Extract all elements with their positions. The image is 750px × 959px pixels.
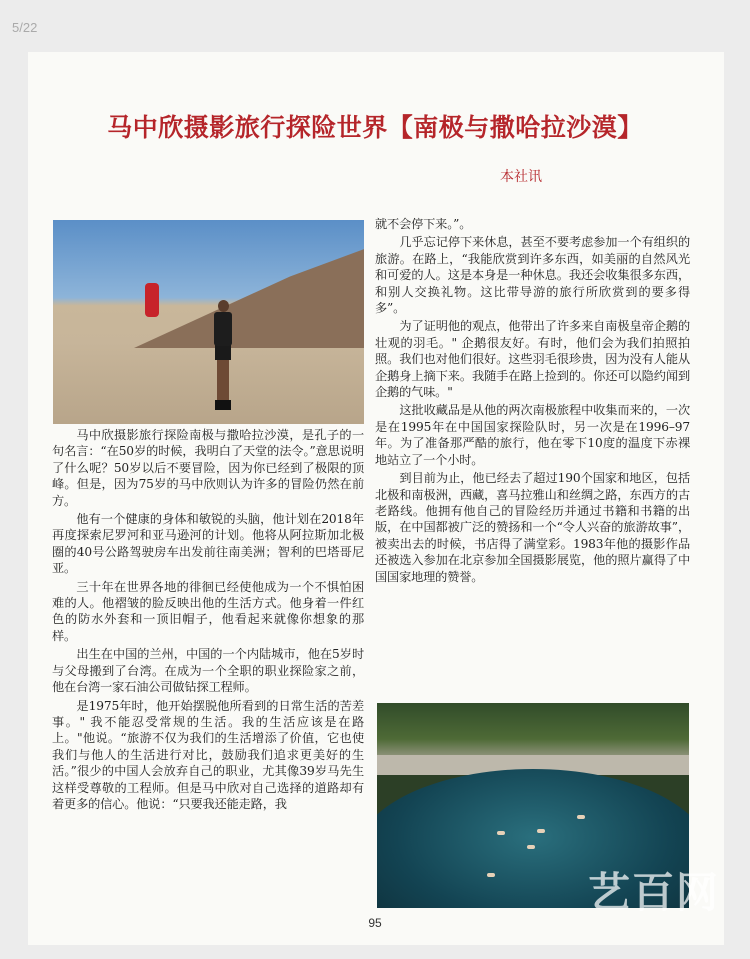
site-watermark: 艺百网 [588, 868, 721, 917]
article-title: 马中欣摄影旅行探险世界【南极与撒哈拉沙漠】 [107, 113, 643, 142]
paragraph: 三十年在世界各地的徘徊已经使他成为一个不惧怕困难的人。他褶皱的脸反映出他的生活方式。他身着一件红色的防水外套和一顶旧帽子，他看起来就像你想象的那样。 [52, 579, 364, 643]
paragraph: 就不会停下来。”。 [375, 217, 472, 231]
paragraph: 出生在中国的兰州，中国的一个内陆城市，他在5岁时与父母搬到了台湾。在成为一个全职的职业探险家之前，他在台湾一家石油公司做钻探工程师。 [52, 647, 364, 695]
left-column [52, 427, 364, 814]
swimmer [527, 845, 535, 849]
right-column [375, 216, 690, 587]
paragraph: 几乎忘记停下来休息，甚至不要考虑参加一个有组织的旅游。在路上，“我能欣赏到许多东西，如美丽的自然风光和可爱的人。这是本身是一种休息。我还会收集很多东西，和别人交换礼物。这比带导游的旅行所欣赏到的要多得多”。 [375, 235, 690, 316]
photographer-figure [211, 300, 235, 412]
mountain-shape [134, 238, 364, 348]
paragraph: 这批收藏品是从他的两次南极旅程中收集而来的，一次是在1995年在中国国家探险队时，另一次是在1996–97年。为了准备那严酷的旅行，他在零下10度的温度下赤裸地站立了一个小时。 [375, 403, 690, 467]
palm-trees [377, 703, 689, 763]
paragraph: 为了证明他的观点，他带出了许多来自南极皇帝企鹅的壮观的羽毛。" 企鹅很友好。有时，他们会为我们拍照拍照。我们也对他们很好。这些羽毛很珍贵，因为没有人能从企鹅身上摘下来。我随手在路上捡到的。你还可以隐约闻到企鹅的气味。" [375, 319, 690, 400]
swimmer [497, 831, 505, 835]
swimmer [577, 815, 585, 819]
paragraph: 马中欣摄影旅行探险南极与撒哈拉沙漠，是孔子的一句名言：“在50岁的时候，我明白了天堂的法令。”意思说明了什么呢？50岁以后不要冒险，因为你已经到了极限的顶峰。但是，因为75岁的马中欣则认为许多的冒险仍然在前方。 [52, 428, 364, 508]
page-number: 95 [368, 916, 382, 930]
paragraph: 到目前为止，他已经去了超过190个国家和地区，包括北极和南极洲，西藏，喜马拉雅山和丝绸之路，东西方的古老路线。他拥有他自己的冒险经历并通过书籍和书籍的出版，在中国都被广泛的赞扬和一个“令人兴奋的旅游故事”，被卖出去的时候，书店得了满堂彩。1983年他的摄影作品还被选入参加在北京参加全国摄影展览，他的照片赢得了中国国家地理的赞誉。 [375, 471, 690, 584]
giant-cola-can [145, 283, 159, 317]
swimmer [537, 829, 545, 833]
paragraph: 他有一个健康的身体和敏锐的头脑，他计划在2018年再度探索尼罗河和亚马逊河的计划。他将从阿拉斯加北极圈的40号公路驾驶房车出发前往南美洲；智利的巴塔哥尼亚。 [52, 512, 364, 576]
desert-photo [53, 220, 364, 424]
page-indicator: 5/22 [12, 20, 38, 35]
article-byline: 本社讯 [500, 169, 542, 185]
paragraph: 是1975年时，他开始摆脱他所看到的日常生活的苦差事。" 我不能忍受常规的生活。我的生活应该是在路上。"他说。“旅游不仅为我们的生活增添了价值，它也使我们与他人的生活进行对比，鼓励我们追求更美好的生活。”很少的中国人会放弃自己的职业，尤其像39岁马先生这样受尊敬的工程师。但是马中欣对自己选择的道路却有着更多的信心。他说：“只要我还能走路，我 [52, 698, 364, 811]
swimmer [487, 873, 495, 877]
